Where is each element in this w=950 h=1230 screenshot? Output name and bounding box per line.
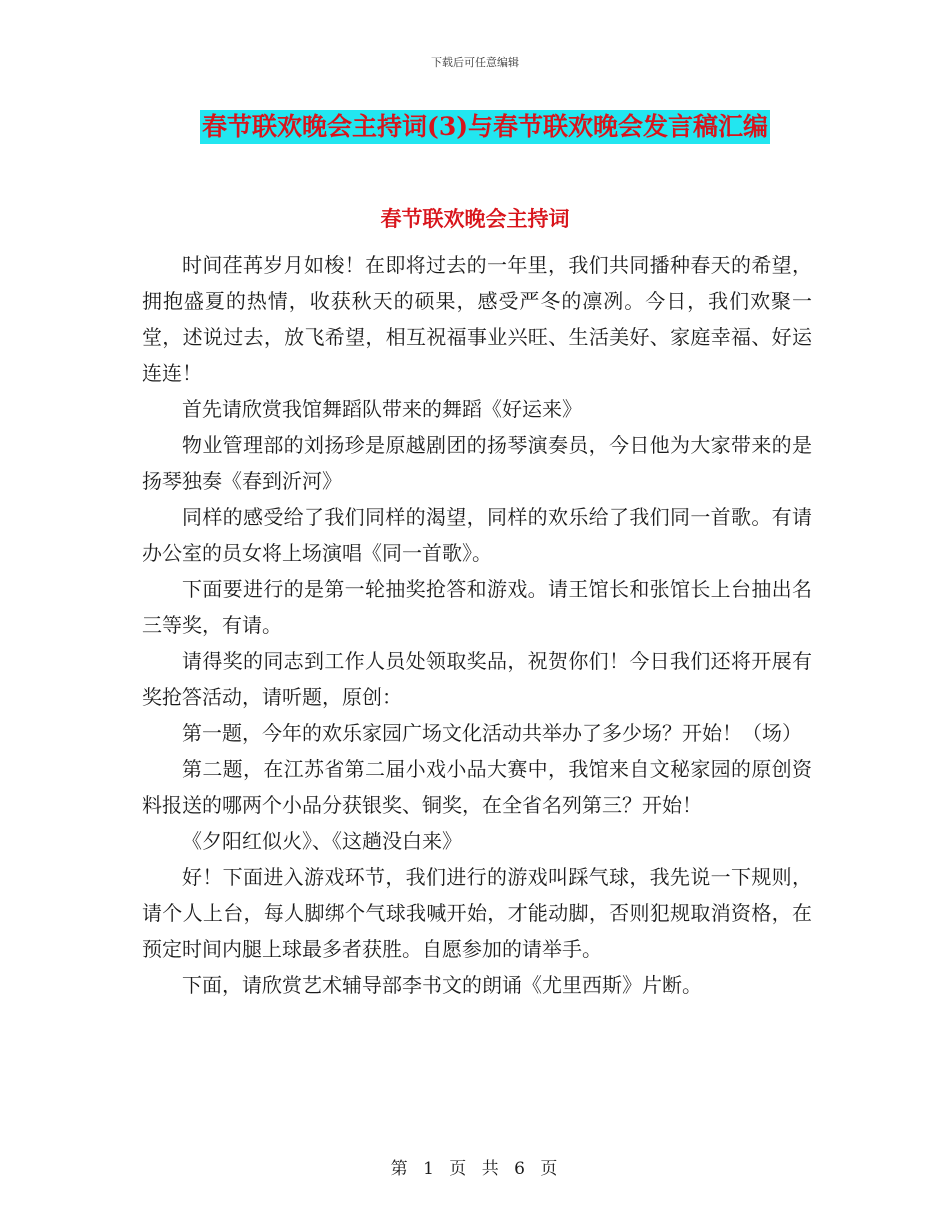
paragraph: 同样的感受给了我们同样的渴望，同样的欢乐给了我们同一首歌。有请办公室的员女将上场演唱《同一首歌》。 [142, 505, 812, 565]
section-title: 春节联欢晚会主持词 [380, 206, 570, 231]
paragraph: 《夕阳红似火》、《这趟没白来》 [182, 829, 462, 853]
page-header-note: 下载后可任意编辑 [431, 56, 519, 69]
paragraph: 请得奖的同志到工作人员处领取奖品，祝贺你们！今日我们还将开展有奖抢答活动，请听题，原创： [142, 649, 812, 709]
paragraph: 第一题，今年的欢乐家园广场文化活动共举办了多少场？开始！（场） [182, 721, 802, 745]
paragraph: 时间荏苒岁月如梭！在即将过去的一年里，我们共同播种春天的希望，拥抱盛夏的热情，收获秋天的硕果，感受严冬的凛冽。今日，我们欢聚一堂，述说过去，放飞希望，相互祝福事业兴旺、生活美好、家庭幸福、好运连连！ [142, 253, 812, 385]
document-title: 春节联欢晚会主持词(3)与春节联欢晚会发言稿汇编 [200, 110, 770, 144]
paragraph: 下面，请欣赏艺术辅导部李书文的朗诵《尤里西斯》片断。 [182, 973, 702, 997]
paragraph: 物业管理部的刘扬珍是原越剧团的扬琴演奏员，今日他为大家带来的是扬琴独奏《春到沂河》 [142, 433, 812, 493]
page-number-footer: 第 1 页 共 6 页 [390, 1159, 560, 1179]
paragraph: 下面要进行的是第一轮抽奖抢答和游戏。请王馆长和张馆长上台抽出名三等奖，有请。 [142, 577, 812, 637]
paragraph: 首先请欣赏我馆舞蹈队带来的舞蹈《好运来》 [182, 397, 582, 421]
paragraph: 好！下面进入游戏环节，我们进行的游戏叫踩气球，我先说一下规则，请个人上台，每人脚绑个气球我喊开始，才能动脚，否则犯规取消资格，在预定时间内腿上球最多者获胜。自愿参加的请举手。 [142, 865, 812, 961]
paragraph: 第二题，在江苏省第二届小戏小品大赛中，我馆来自文秘家园的原创资料报送的哪两个小品分获银奖、铜奖，在全省名列第三？开始！ [142, 757, 812, 817]
document-body [142, 247, 812, 1003]
